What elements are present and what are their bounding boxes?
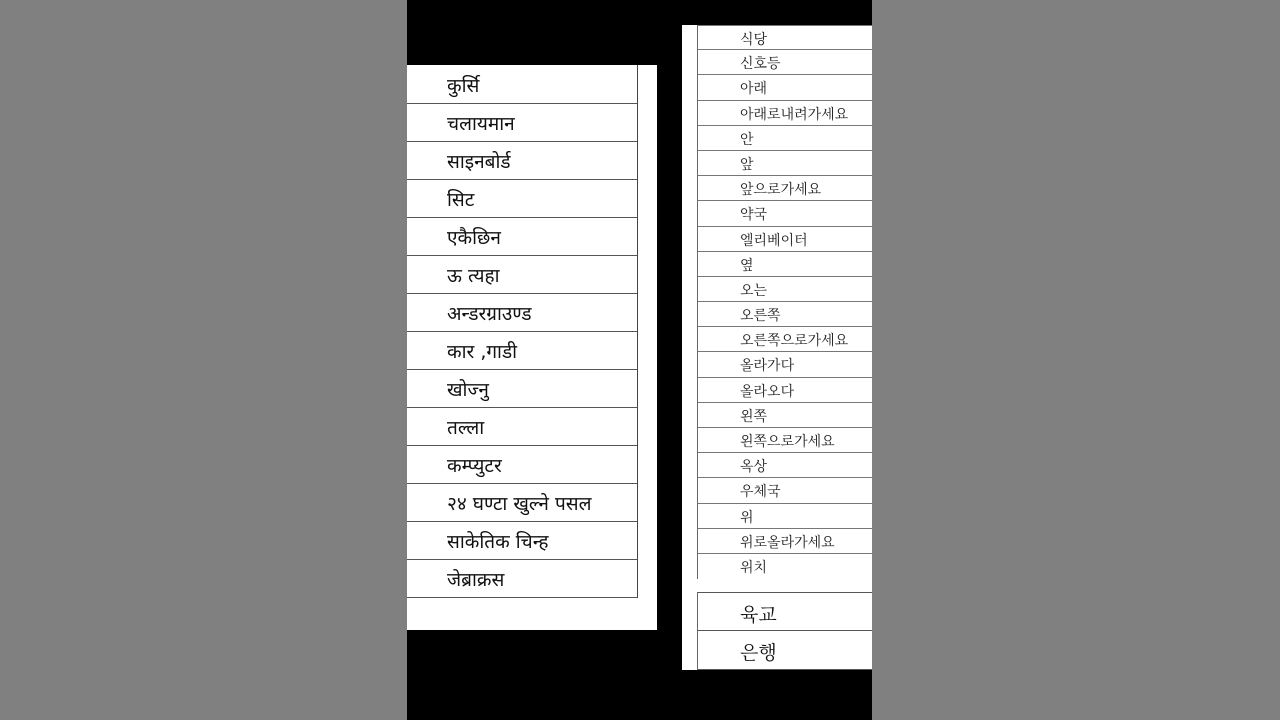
- table-row: [407, 256, 637, 294]
- korean-word: 왼쪽: [740, 408, 768, 425]
- korean-word: 신호등: [740, 56, 781, 73]
- table-row: [407, 294, 637, 332]
- korean-word: 아래: [740, 81, 768, 98]
- table-row: [698, 529, 872, 554]
- nepali-word: अन्डरग्राउण्ड: [447, 303, 532, 325]
- table-row: [407, 560, 637, 598]
- right-blur-background: [872, 0, 1280, 720]
- table-row: [698, 252, 872, 277]
- table-row: [698, 478, 872, 503]
- table-row: [407, 218, 637, 256]
- nepali-word: कम्प्युटर: [447, 455, 502, 477]
- table-row: [698, 151, 872, 176]
- korean-word: 위: [740, 509, 754, 526]
- table-row: [407, 446, 637, 484]
- korean-word: 오른쪽: [740, 308, 781, 325]
- table-row: [698, 378, 872, 403]
- korean-word-table-lower: [697, 592, 872, 670]
- table-row: [698, 592, 872, 631]
- korean-word: 앞으로가세요: [740, 182, 822, 199]
- korean-word: 올라가다: [740, 358, 795, 375]
- table-row: [698, 327, 872, 352]
- table-row: [698, 50, 872, 75]
- korean-word: 아래로내려가세요: [740, 106, 849, 123]
- table-row: [698, 428, 872, 453]
- korean-word-panel: [682, 25, 872, 670]
- table-row: [407, 370, 637, 408]
- nepali-word: साकेतिक चिन्ह: [447, 531, 549, 553]
- table-row: [407, 180, 637, 218]
- korean-word: 식당: [740, 32, 768, 48]
- korean-word: 옆: [740, 257, 754, 274]
- table-row: [698, 631, 872, 670]
- nepali-word: तल्ला: [447, 417, 485, 439]
- nepali-word: चलायमान: [447, 113, 515, 135]
- korean-word: 왼쪽으로가세요: [740, 434, 835, 450]
- table-row: [698, 126, 872, 151]
- table-row: [407, 522, 637, 560]
- korean-word: 위로올라가세요: [740, 534, 835, 551]
- table-row: [698, 176, 872, 201]
- nepali-word: कार ,गाडी: [447, 341, 518, 363]
- korean-word: 올라오다: [740, 383, 795, 400]
- table-row: [407, 65, 637, 104]
- korean-word: 약국: [740, 207, 768, 224]
- nepali-word-panel: [407, 65, 657, 630]
- table-row: [698, 227, 872, 252]
- korean-word: 은행: [740, 642, 777, 664]
- table-row: [698, 554, 872, 579]
- table-row: [698, 453, 872, 478]
- korean-word: 안: [740, 131, 754, 148]
- korean-word: 오는: [740, 282, 768, 299]
- table-row: [407, 104, 637, 142]
- korean-word: 옥상: [740, 459, 768, 476]
- nepali-word: खोज्नु: [447, 379, 489, 401]
- table-row: [407, 484, 637, 522]
- korean-word: 앞: [740, 156, 754, 173]
- table-row: [698, 403, 872, 428]
- video-frame: [407, 0, 872, 720]
- nepali-word: ऊ त्यहा: [447, 265, 500, 287]
- korean-word-table: [697, 25, 872, 579]
- korean-word: 엘리베이터: [740, 232, 808, 249]
- nepali-word: सिट: [447, 189, 475, 211]
- table-row: [698, 101, 872, 126]
- left-blur-background: [0, 0, 407, 720]
- korean-word: 우체국: [740, 484, 781, 501]
- table-row: [698, 25, 872, 50]
- table-row: [407, 332, 637, 370]
- table-row: [698, 504, 872, 529]
- nepali-word-table: [407, 65, 638, 598]
- table-row: [698, 277, 872, 302]
- table-row: [407, 142, 637, 180]
- table-row: [698, 352, 872, 377]
- nepali-word: जेब्राक्रस: [447, 569, 505, 591]
- nepali-word: कुर्सि: [447, 75, 480, 97]
- table-row: [407, 408, 637, 446]
- korean-word: 육교: [740, 604, 777, 626]
- nepali-word: साइनबोर्ड: [447, 151, 511, 173]
- nepali-word: २४ घण्टा खुल्ने पसल: [447, 493, 592, 515]
- korean-word: 오른쪽으로가세요: [740, 333, 849, 350]
- table-row: [698, 75, 872, 100]
- table-row: [698, 302, 872, 327]
- nepali-word: एकैछिन: [447, 227, 501, 249]
- table-row: [698, 201, 872, 226]
- korean-word: 위치: [740, 559, 768, 576]
